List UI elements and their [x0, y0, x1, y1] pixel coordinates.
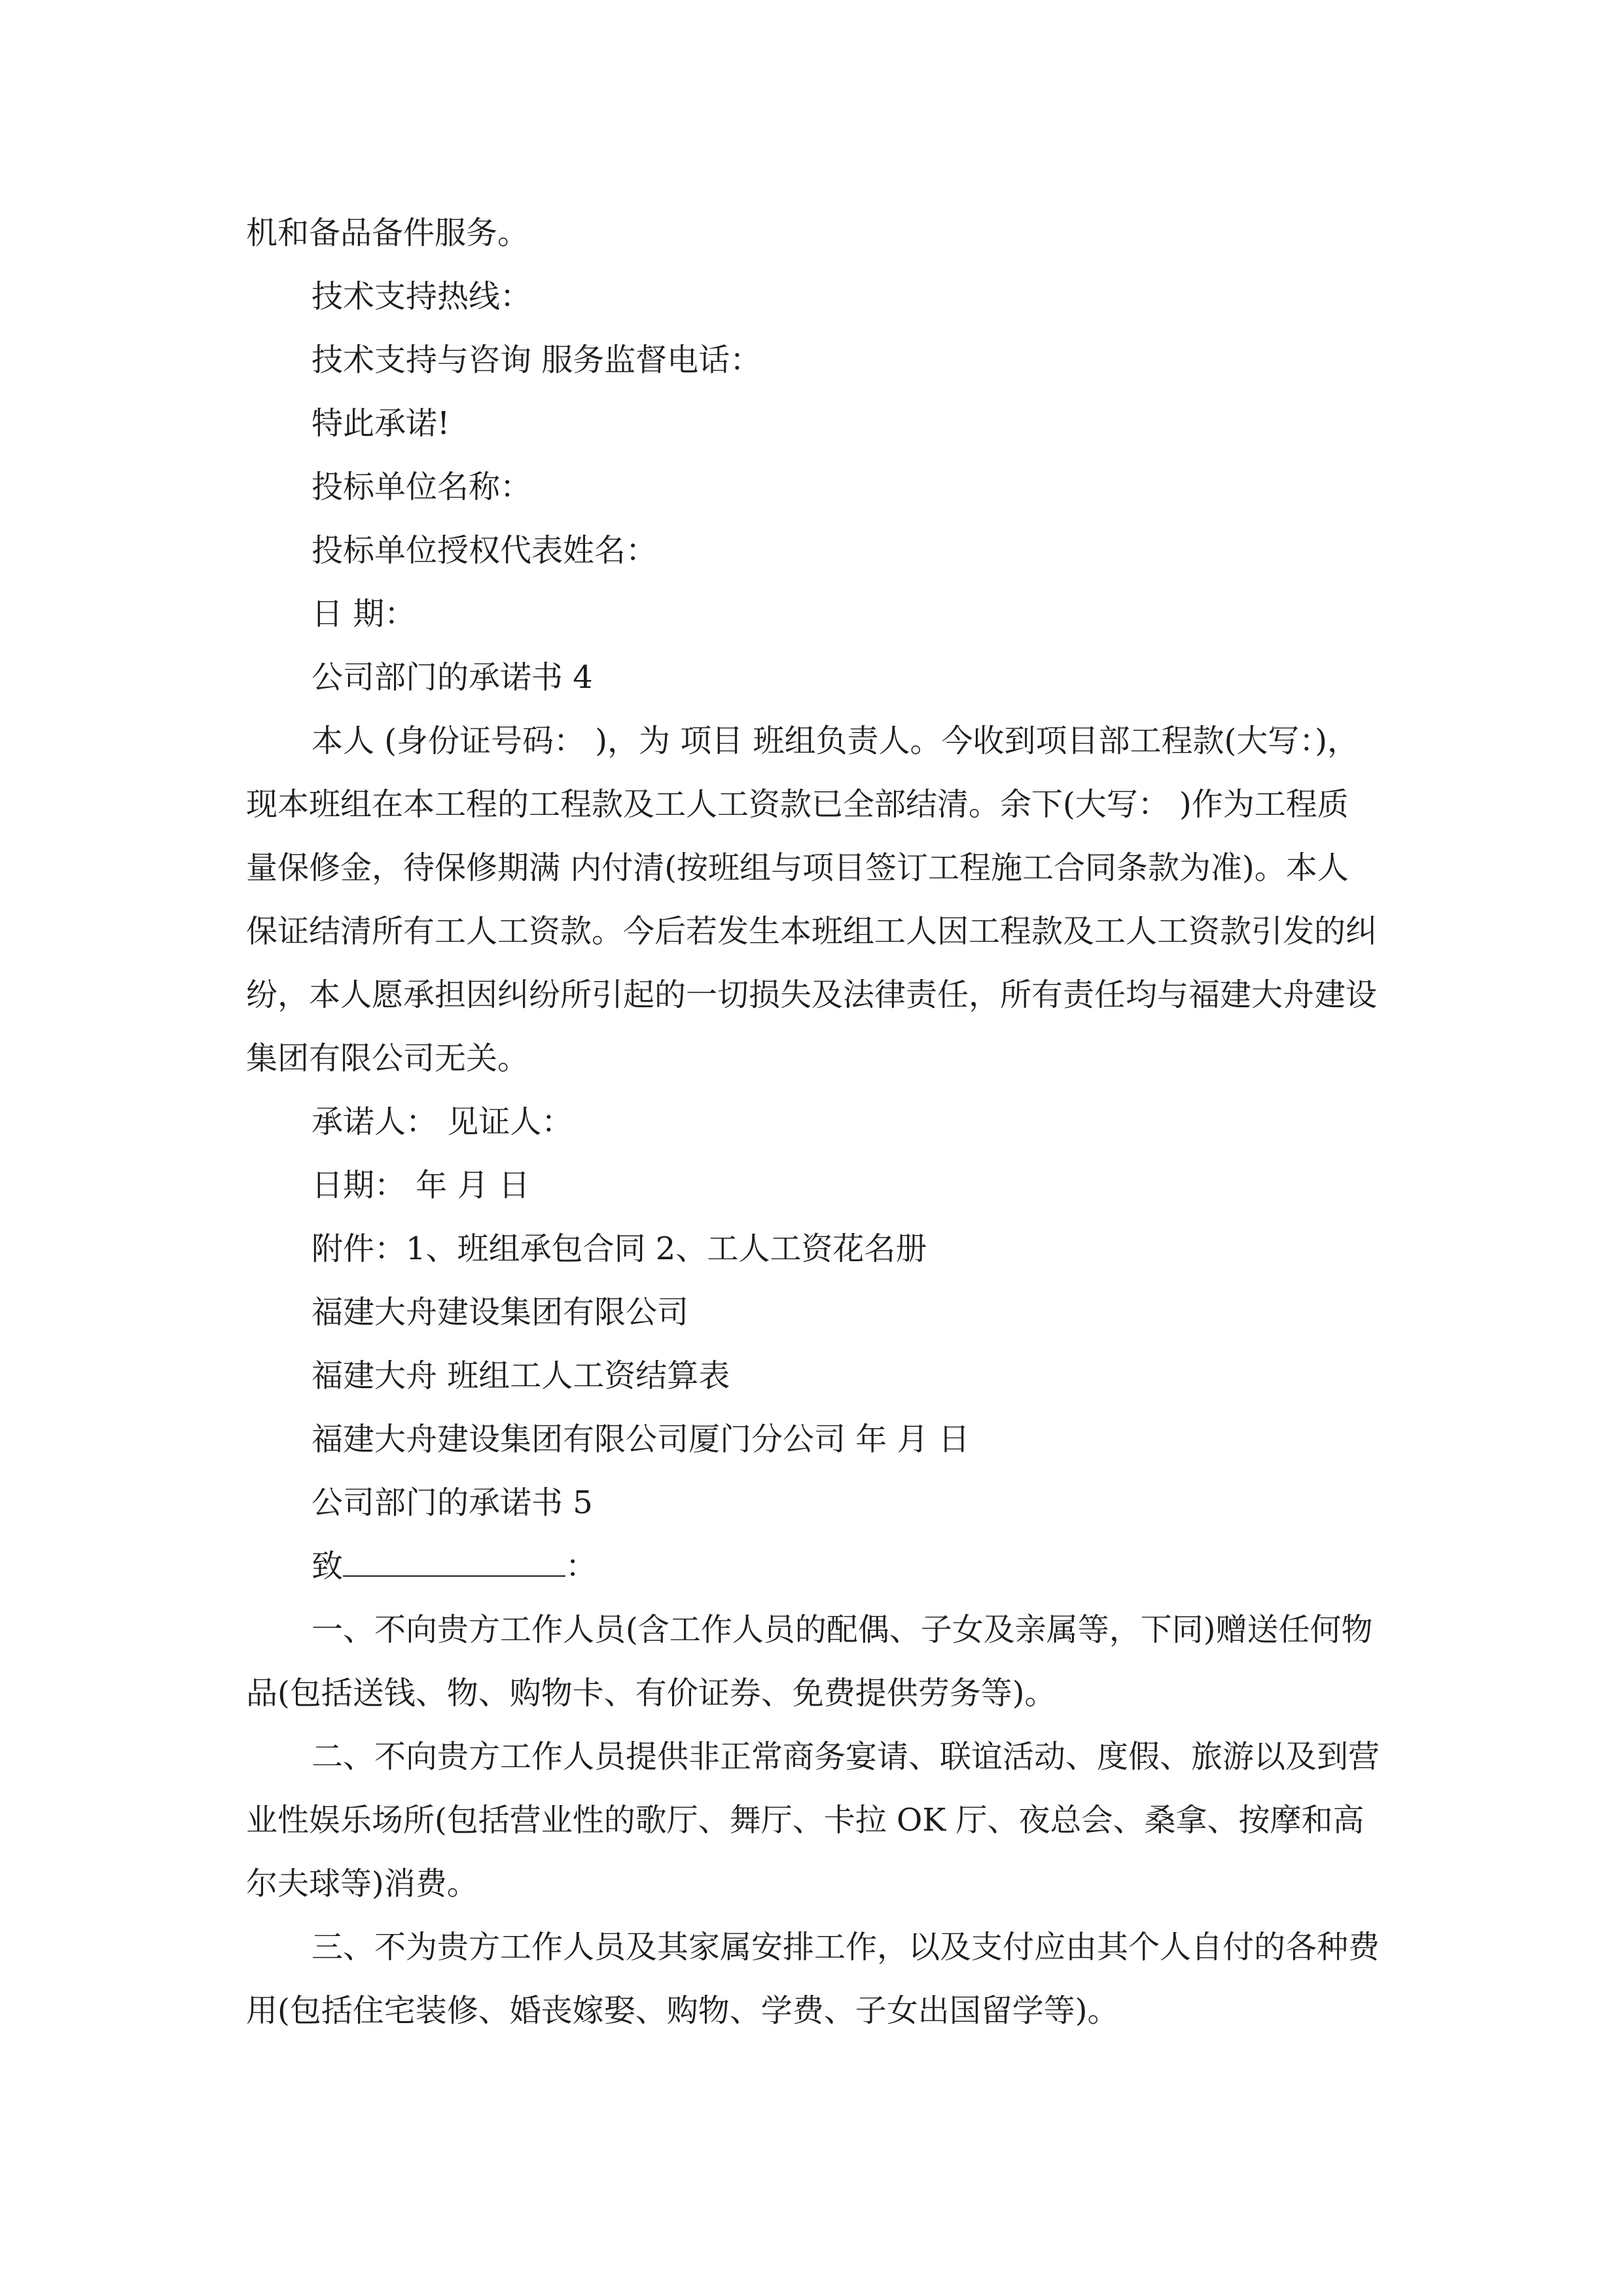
- wage-settlement-title: 福建大舟 班组工人工资结算表: [312, 1357, 730, 1394]
- company-name: 福建大舟建设集团有限公司: [312, 1294, 689, 1331]
- attachments-line: 附件：1、班组承包合同 2、工人工资花名册: [312, 1230, 927, 1267]
- pledge-item-1: 一、不向贵方工作人员(含工作人员的配偶、子女及亲属等，下同)赠送任何物品(包括送钱、物、购物卡、有价证券、免费提供劳务等)。: [246, 1611, 1373, 1712]
- pledge-paragraph-4: 本人 (身份证号码： )，为 项目 班组负责人。今收到项目部工程款(大写：)，现本班组在本工程的工程款及工人工资款已全部结清。余下(大写： )作为工程质量保修金，待保修期满 内付清(按班组与项目签订工程施工合同条款为准)。本人保证结清所有工人工资款。今后若发生本班组工人因工程款及工人工资款引发的纠纷，本人愿承担因纠纷所引起的一切损失及法律责任，所有责任均与福建大舟建设集团有限公司无关。: [246, 723, 1378, 1077]
- pledge-item-3: 三、不为贵方工作人员及其家属安排工作，以及支付应由其个人自付的各种费用(包括住宅装修、婚丧嫁娶、购物、学费、子女出国留学等)。: [246, 1929, 1380, 2029]
- signatory-line: 承诺人： 见证人：: [312, 1103, 573, 1140]
- addressee-prefix: 致: [312, 1548, 344, 1585]
- pledge-closing: 特此承诺!: [312, 405, 450, 442]
- addressee-colon: ：: [565, 1548, 597, 1585]
- section-heading-4: 公司部门的承诺书 4: [312, 659, 593, 696]
- tech-support-hotline: 技术支持热线：: [312, 278, 532, 315]
- addressee-line: [246, 1535, 1380, 1598]
- tech-support-phone: 技术支持与咨询 服务监督电话：: [312, 342, 762, 378]
- date-field: 日 期：: [312, 596, 416, 632]
- bidder-representative-field: 投标单位授权代表姓名：: [312, 532, 658, 569]
- branch-company-date: 福建大舟建设集团有限公司厦门分公司 年 月 日: [312, 1421, 970, 1458]
- section-heading-5: 公司部门的承诺书 5: [312, 1484, 593, 1521]
- addressee-blank: [343, 1549, 565, 1577]
- bidder-name-field: 投标单位名称：: [312, 469, 532, 505]
- document-body: [246, 202, 1380, 2043]
- pledge-item-2: 二、不向贵方工作人员提供非正常商务宴请、联谊活动、度假、旅游以及到营业性娱乐场所(包括营业性的歌厅、舞厅、卡拉 OK 厅、夜总会、桑拿、按摩和高尔夫球等)消费。: [246, 1738, 1380, 1902]
- paragraph-continuation: 机和备品备件服务。: [246, 215, 529, 251]
- signing-date: 日期： 年 月 日: [312, 1167, 530, 1204]
